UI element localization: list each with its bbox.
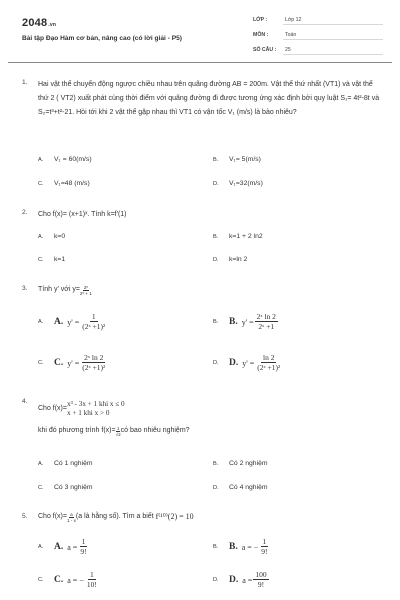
q5-option-c[interactable] bbox=[38, 570, 100, 590]
question-stem-2 bbox=[38, 424, 382, 438]
count-row bbox=[253, 47, 383, 55]
question-number: 1. bbox=[22, 79, 28, 86]
question-2 bbox=[22, 208, 382, 222]
fraction-denominator: (2ˣ +1)² bbox=[82, 322, 106, 331]
subject-value: Toán bbox=[283, 32, 383, 40]
q5-option-d[interactable] bbox=[213, 570, 270, 590]
option-letter: D. bbox=[213, 256, 219, 263]
option-lhs: a = − bbox=[67, 575, 84, 585]
header-divider bbox=[8, 62, 392, 63]
q3-option-c[interactable] bbox=[38, 353, 108, 373]
option-fraction bbox=[80, 353, 107, 373]
question-stem bbox=[38, 510, 382, 524]
piecewise-function bbox=[67, 400, 125, 418]
stem-fraction bbox=[80, 285, 92, 296]
q1-option-b[interactable] bbox=[213, 156, 261, 163]
option-letter: C. bbox=[38, 484, 44, 491]
option-label: A. bbox=[54, 317, 64, 327]
option-text: k=ln 2 bbox=[229, 256, 248, 263]
fraction-numerator: 100 bbox=[255, 570, 267, 579]
option-letter: B. bbox=[213, 156, 219, 163]
stem-text: Tính y' với y= bbox=[38, 286, 80, 293]
option-label: A. bbox=[54, 542, 64, 552]
option-letter: D. bbox=[213, 180, 219, 187]
q4-option-a[interactable] bbox=[38, 460, 93, 467]
fraction-denominator: (2ˣ +1)² bbox=[82, 363, 106, 372]
question-stem: Cho f(x)= (x+1)ˣ. Tính k=f'(1) bbox=[38, 211, 127, 218]
option-text: Có 1 nghiệm bbox=[54, 460, 93, 467]
q1-option-d[interactable] bbox=[213, 180, 263, 187]
question-stem bbox=[38, 283, 382, 297]
fraction-denominator: (2ˣ +1)² bbox=[257, 363, 281, 372]
class-value: Lớp 12 bbox=[283, 17, 383, 25]
option-letter: A. bbox=[38, 460, 44, 467]
option-lhs: a = bbox=[242, 575, 253, 585]
stem-fraction bbox=[67, 512, 76, 523]
q1-option-a[interactable] bbox=[38, 156, 92, 163]
subject-row bbox=[253, 32, 383, 40]
option-text: V₁ = 60(m/s) bbox=[54, 156, 92, 163]
fraction-numerator: 1 bbox=[116, 425, 120, 431]
option-fraction bbox=[255, 312, 278, 332]
option-text: Có 2 nghiệm bbox=[229, 460, 268, 467]
fraction-denominator: 10! bbox=[86, 580, 97, 589]
q5-option-a[interactable] bbox=[38, 537, 90, 557]
option-label: D. bbox=[229, 358, 239, 368]
fraction-numerator: 1 bbox=[91, 312, 96, 321]
class-label: LỚP : bbox=[253, 17, 268, 23]
question-number: 4. bbox=[22, 398, 28, 405]
question-4 bbox=[22, 398, 382, 438]
question-stem bbox=[38, 400, 382, 418]
option-lhs: y' = bbox=[242, 358, 255, 368]
q3-option-d[interactable] bbox=[213, 353, 283, 373]
option-letter: C. bbox=[38, 360, 44, 366]
option-lhs: a = bbox=[67, 542, 78, 552]
option-fraction bbox=[78, 537, 88, 557]
option-text: k=1 bbox=[54, 256, 66, 263]
q4-option-b[interactable] bbox=[213, 460, 268, 467]
fraction-numerator: 2ˣ ln 2 bbox=[256, 312, 276, 321]
site-logo bbox=[22, 17, 56, 29]
fraction-numerator: ln 2 bbox=[262, 353, 275, 362]
option-label: C. bbox=[54, 358, 64, 368]
option-lhs: y' = bbox=[67, 317, 80, 327]
stem-text: (a là hằng số). Tìm a biết bbox=[75, 513, 154, 520]
option-label: B. bbox=[229, 542, 238, 552]
question-3 bbox=[22, 283, 382, 297]
option-text: k=1 + 2 ln2 bbox=[229, 233, 263, 240]
fraction-denominator: 9! bbox=[257, 580, 265, 589]
count-value: 25 bbox=[283, 47, 383, 55]
option-label: B. bbox=[229, 317, 238, 327]
question-5 bbox=[22, 510, 382, 524]
fraction-numerator: a bbox=[70, 511, 73, 517]
logo-suffix: .vn bbox=[48, 22, 57, 28]
question-number: 5. bbox=[22, 513, 28, 520]
stem-text: có bao nhiêu nghiệm? bbox=[120, 427, 190, 434]
fraction-numerator: 1 bbox=[262, 537, 267, 546]
option-fraction bbox=[255, 353, 282, 373]
option-letter: C. bbox=[38, 180, 44, 187]
option-text: V₁= 5(m/s) bbox=[229, 156, 261, 163]
option-letter: D. bbox=[213, 360, 219, 366]
stem-text: Cho f(x)= bbox=[38, 513, 67, 520]
option-lhs: y' = bbox=[67, 358, 80, 368]
option-letter: A. bbox=[38, 544, 44, 550]
option-text: V₁=48 (m/s) bbox=[54, 180, 90, 187]
question-number: 2. bbox=[22, 209, 28, 216]
option-letter: B. bbox=[213, 544, 219, 550]
piece-case-1: x³ - 3x + 1 khi x ≤ 0 bbox=[66, 400, 125, 408]
option-letter: B. bbox=[213, 319, 219, 325]
subject-label: MÔN : bbox=[253, 32, 269, 38]
fraction-numerator: 2ˣ ln 2 bbox=[84, 353, 104, 362]
q2-option-b[interactable] bbox=[213, 233, 263, 240]
stem-text: khi đó phương trình f(x)= bbox=[38, 427, 116, 434]
q2-option-c[interactable] bbox=[38, 256, 65, 263]
q2-option-a[interactable] bbox=[38, 233, 65, 240]
option-fraction bbox=[253, 570, 268, 590]
fraction-denominator: 1 - x bbox=[66, 517, 76, 523]
option-letter: A. bbox=[38, 233, 44, 240]
option-text: Có 3 nghiệm bbox=[54, 484, 93, 491]
option-letter: A. bbox=[38, 319, 44, 325]
option-text: V₁=32(m/s) bbox=[229, 180, 263, 187]
logo-text: 2048 bbox=[22, 17, 48, 29]
option-letter: D. bbox=[213, 577, 219, 583]
option-fraction bbox=[259, 537, 269, 557]
q1-option-c[interactable] bbox=[38, 180, 90, 187]
count-label: SỐ CÂU : bbox=[253, 47, 277, 53]
option-text: k=0 bbox=[54, 233, 66, 240]
option-letter: B. bbox=[213, 233, 219, 240]
option-letter: C. bbox=[38, 256, 44, 263]
option-letter: A. bbox=[38, 156, 44, 163]
fraction-numerator: 2ˣ bbox=[83, 284, 88, 290]
fraction-denominator: 9! bbox=[261, 547, 268, 556]
fraction-denominator: 2ˣ +1 bbox=[258, 322, 275, 331]
option-lhs: a = − bbox=[241, 542, 259, 552]
option-label: C. bbox=[54, 575, 64, 585]
q3-option-b[interactable] bbox=[213, 312, 279, 332]
option-letter: B. bbox=[213, 460, 219, 467]
option-fraction bbox=[80, 312, 107, 332]
q4-option-c[interactable] bbox=[38, 484, 93, 491]
option-label: D. bbox=[229, 575, 239, 585]
option-fraction bbox=[85, 570, 99, 590]
q3-option-a[interactable] bbox=[38, 312, 108, 332]
question-stem: Hai vật thể chuyển động ngược chiều nhau trên quãng đường AB = 200m. Vật thể thứ nhất (VT1) và vật thể thứ 2 ( VT2) xuất phát cùng thời điểm với quãng đường đi được tương ứng xác định bởi quy luật S₁= 4t²-8t và S₂=t³+t²-21. Hỏi tới khi 2 vật thể gặp nhau thì VT1 có vận tốc V₁ (m/s) là bào nhiêu? bbox=[38, 81, 380, 116]
option-text: Có 4 nghiệm bbox=[229, 484, 268, 491]
fraction-numerator: 1 bbox=[89, 570, 94, 579]
q5-option-b[interactable] bbox=[213, 537, 271, 557]
fraction-denominator: √2 bbox=[115, 431, 121, 437]
option-letter: C. bbox=[38, 577, 44, 583]
document-title: Bài tập Đạo Hàm cơ bản, nâng cao (có lời giải - P5) bbox=[22, 35, 182, 42]
q2-option-d[interactable] bbox=[213, 256, 247, 263]
piece-case-2: x + 1 khi x > 0 bbox=[66, 409, 110, 417]
option-lhs: y' = bbox=[241, 317, 254, 327]
fraction-denominator: 9! bbox=[80, 547, 87, 556]
stem-text: Cho f(x)= bbox=[38, 405, 67, 412]
fraction-denominator: 2ˣ + 1 bbox=[79, 290, 92, 296]
question-number: 3. bbox=[22, 285, 28, 292]
stem-equation: f⁽¹⁰⁾(2) = 10 bbox=[155, 512, 194, 521]
option-letter: D. bbox=[213, 484, 219, 491]
question-1 bbox=[22, 78, 382, 120]
q4-option-d[interactable] bbox=[213, 484, 268, 491]
class-row bbox=[253, 17, 383, 25]
fraction-numerator: 1 bbox=[81, 537, 86, 546]
